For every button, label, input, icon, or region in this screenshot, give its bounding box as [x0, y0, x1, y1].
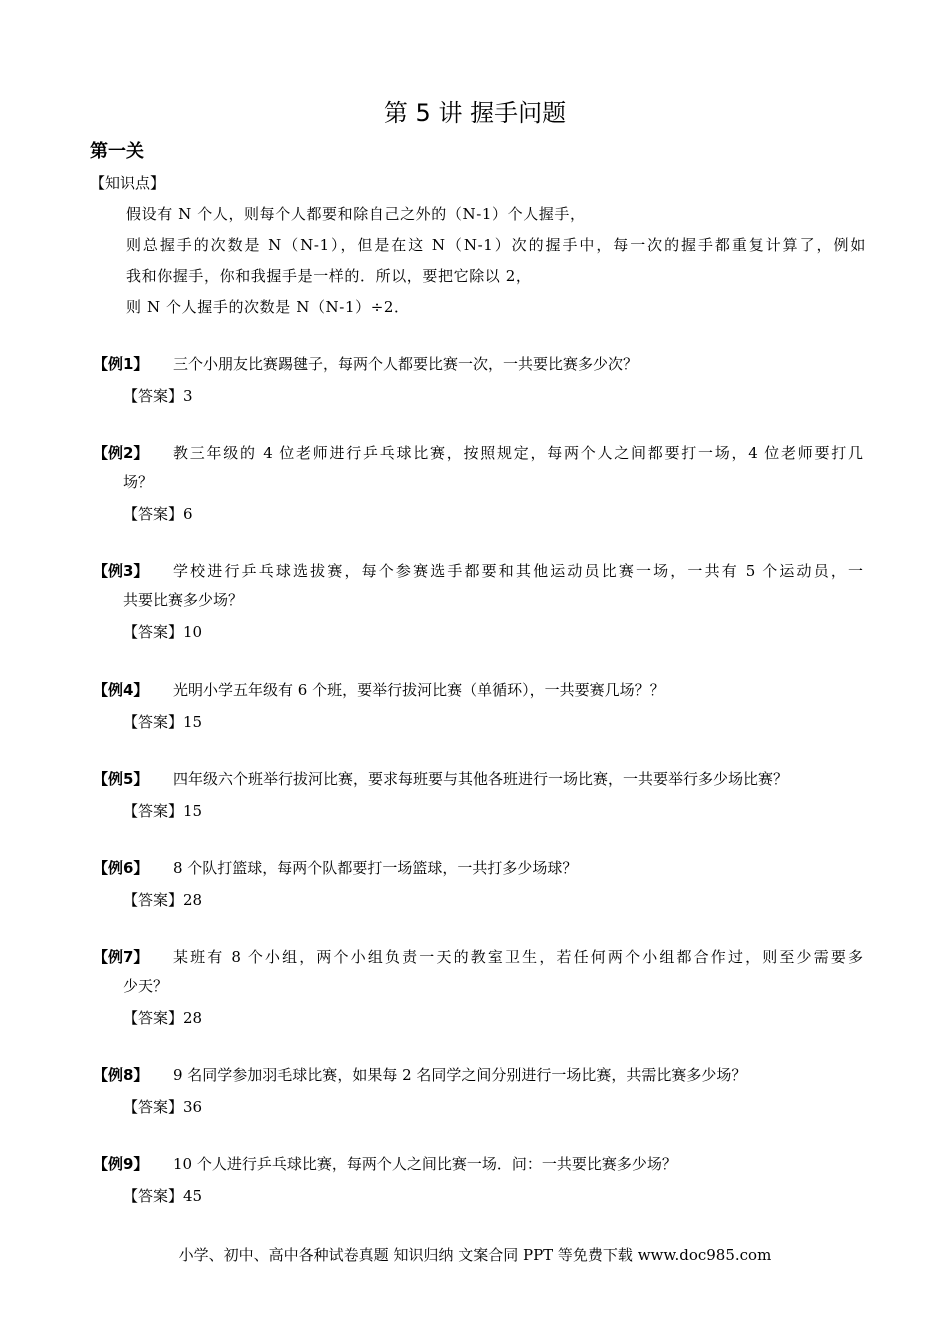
page-title: 第 5 讲 握手问题 [383, 99, 567, 127]
example-label: 【例9】 [93, 1155, 149, 1173]
section-heading: 第一关 [90, 141, 144, 162]
example-question-cont: 共要比赛多少场？ [123, 591, 244, 609]
page-footer: 小学、初中、高中各种试卷真题 知识归纳 文案合同 PPT 等免费下载 www.doc985.com [178, 1246, 772, 1264]
example-5 [93, 765, 863, 826]
knowledge-body [126, 199, 866, 323]
example-answer: 【答案】28 [123, 891, 203, 909]
knowledge-line: 则 N 个人握手的次数是 N（N-1）÷2． [126, 298, 410, 316]
example-7 [93, 943, 863, 1033]
example-question: 三个小朋友比赛踢毽子，每两个人都要比赛一次，一共要比赛多少次？ [173, 355, 639, 373]
example-answer: 【答案】3 [123, 387, 193, 405]
example-3 [93, 557, 863, 647]
example-question-cont: 少天？ [123, 977, 169, 995]
example-answer: 【答案】36 [123, 1098, 203, 1116]
example-label: 【例6】 [93, 859, 149, 877]
example-answer: 【答案】6 [123, 505, 193, 523]
example-label: 【例4】 [93, 681, 149, 699]
example-question: 9 名同学参加羽毛球比赛，如果每 2 名同学之间分别进行一场比赛，共需比赛多少场？ [173, 1066, 747, 1084]
knowledge-line: 假设有 N 个人，则每个人都要和除自己之外的（N-1）个人握手， [126, 205, 586, 223]
example-label: 【例3】 [93, 562, 149, 580]
knowledge-line: 则总握手的次数是 N（N-1），但是在这 N（N-1）次的握手中，每一次的握手都重复计算了，例如 [126, 236, 866, 254]
example-question: 某班有 8 个小组，两个小组负责一天的教室卫生，若任何两个小组都合作过，则至少需要多 [173, 948, 863, 966]
example-question-cont: 场？ [123, 473, 154, 491]
example-answer: 【答案】15 [123, 713, 203, 731]
example-label: 【例2】 [93, 444, 149, 462]
example-question: 四年级六个班举行拔河比赛，要求每班要与其他各班进行一场比赛，一共要举行多少场比赛？ [173, 770, 789, 788]
example-question: 10 个人进行乒乓球比赛，每两个人之间比赛一场．问：一共要比赛多少场？ [173, 1155, 677, 1173]
example-question: 8 个队打篮球，每两个队都要打一场篮球，一共打多少场球？ [173, 859, 578, 877]
knowledge-line: 我和你握手，你和我握手是一样的．所以，要把它除以 2， [126, 267, 532, 285]
example-1 [93, 350, 863, 411]
example-4 [93, 676, 863, 737]
example-6 [93, 854, 863, 915]
example-label: 【例7】 [93, 948, 149, 966]
example-question: 教三年级的 4 位老师进行乒乓球比赛，按照规定，每两个人之间都要打一场，4 位老师要打几 [173, 444, 863, 462]
example-label: 【例5】 [93, 770, 149, 788]
example-answer: 【答案】28 [123, 1009, 203, 1027]
example-2 [93, 439, 863, 529]
example-answer: 【答案】45 [123, 1187, 203, 1205]
example-answer: 【答案】10 [123, 623, 203, 641]
example-label: 【例8】 [93, 1066, 149, 1084]
example-9 [93, 1150, 863, 1211]
example-answer: 【答案】15 [123, 802, 203, 820]
example-question: 光明小学五年级有 6 个班，要举行拔河比赛（单循环），一共要赛几场？？ [173, 681, 665, 699]
example-label: 【例1】 [93, 355, 149, 373]
knowledge-label: 【知识点】 [90, 174, 166, 192]
example-8 [93, 1061, 863, 1122]
example-question: 学校进行乒乓球选拔赛，每个参赛选手都要和其他运动员比赛一场，一共有 5 个运动员，一 [173, 562, 863, 580]
